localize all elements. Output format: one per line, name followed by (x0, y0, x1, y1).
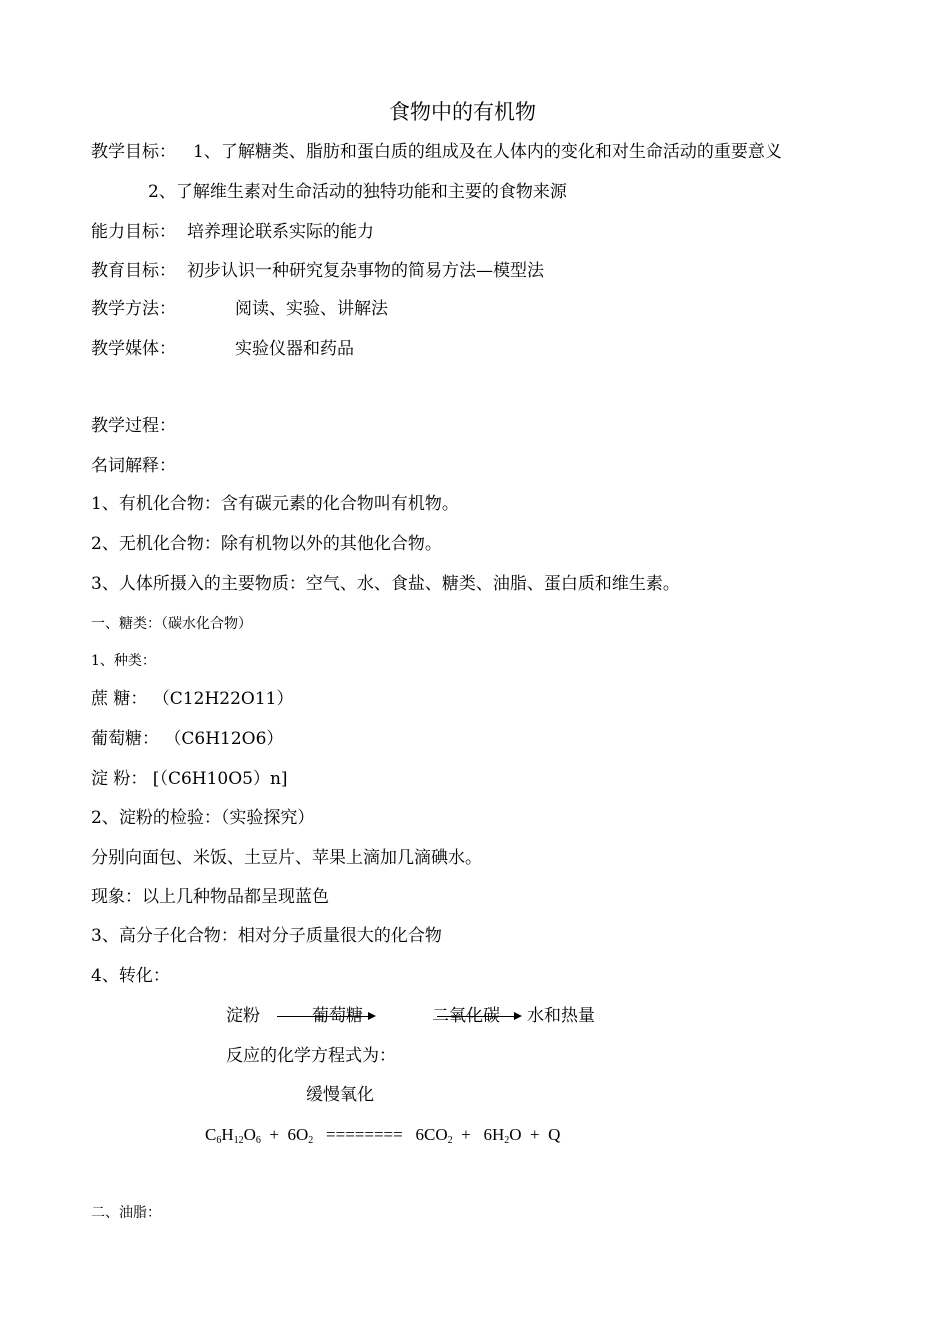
chemical-equation: $C_6H_{12}O_6 + 6O_2$ ======== $6CO_2 + 6H_2O + Q$ (205, 1125, 561, 1146)
starch-test-heading: 2、淀粉的检验：（实验探究） (91, 808, 315, 828)
teaching-goal-2: 2、了解维生素对生命活动的独特功能和主要的食物来源 (148, 182, 567, 202)
terms-heading: 名词解释： (91, 456, 176, 476)
term-intake: 3、人体所摄入的主要物质：空气、水、食盐、糖类、油脂、蛋白质和维生素。 (91, 574, 680, 594)
reaction-condition: 缓慢氧化 (306, 1085, 374, 1105)
sucrose-line: 蔗 糖： （C12H22O11） (91, 689, 294, 709)
polymer-definition: 3、高分子化合物：相对分子质量很大的化合物 (91, 926, 442, 946)
starch-line: 淀 粉： [（C6H10O5）n] (91, 769, 288, 789)
process-heading: 教学过程： (91, 416, 176, 436)
phenomenon: 现象：以上几种物品都呈现蓝色 (91, 887, 329, 907)
chain-water-heat: 水和热量 (527, 1006, 595, 1026)
ability-goal-label: 能力目标： (91, 222, 176, 242)
chain-co2: 二氧化碳 (432, 1006, 500, 1026)
method-label: 教学方法： (91, 299, 176, 319)
education-goal-label: 教育目标： (91, 261, 176, 281)
chain-glucose: 葡萄糖 (312, 1006, 363, 1026)
teaching-goal-1: 1、了解糖类、脂肪和蛋白质的组成及在人体内的变化和对生命活动的重要意义 (193, 142, 782, 162)
starch-test-body: 分别向面包、米饭、土豆片、苹果上滴加几滴碘水。 (91, 848, 482, 868)
fat-heading: 二、油脂： (91, 1205, 161, 1221)
method: 阅读、实验、讲解法 (235, 299, 388, 319)
equation-label: 反应的化学方程式为： (226, 1046, 396, 1066)
media-label: 教学媒体： (91, 339, 176, 359)
term-inorganic: 2、无机化合物：除有机物以外的其他化合物。 (91, 534, 442, 554)
media: 实验仪器和药品 (235, 339, 354, 359)
chain-starch: 淀粉 (226, 1006, 260, 1026)
conversion-heading: 4、转化： (91, 966, 170, 986)
page-title: 食物中的有机物 (389, 100, 536, 124)
glucose-line: 葡萄糖： （C6H12O6） (91, 729, 284, 749)
conversion-arrow-1 (277, 1016, 374, 1017)
teaching-goal-label: 教学目标： (91, 142, 176, 162)
kinds-heading: 1、种类： (91, 653, 156, 669)
ability-goal: 培养理论联系实际的能力 (187, 222, 374, 242)
term-organic: 1、有机化合物：含有碳元素的化合物叫有机物。 (91, 494, 459, 514)
conversion-arrow-2 (437, 1016, 520, 1017)
sugar-heading: 一、糖类：（碳水化合物） (91, 616, 252, 632)
education-goal: 初步认识一种研究复杂事物的简易方法—模型法 (187, 261, 544, 281)
